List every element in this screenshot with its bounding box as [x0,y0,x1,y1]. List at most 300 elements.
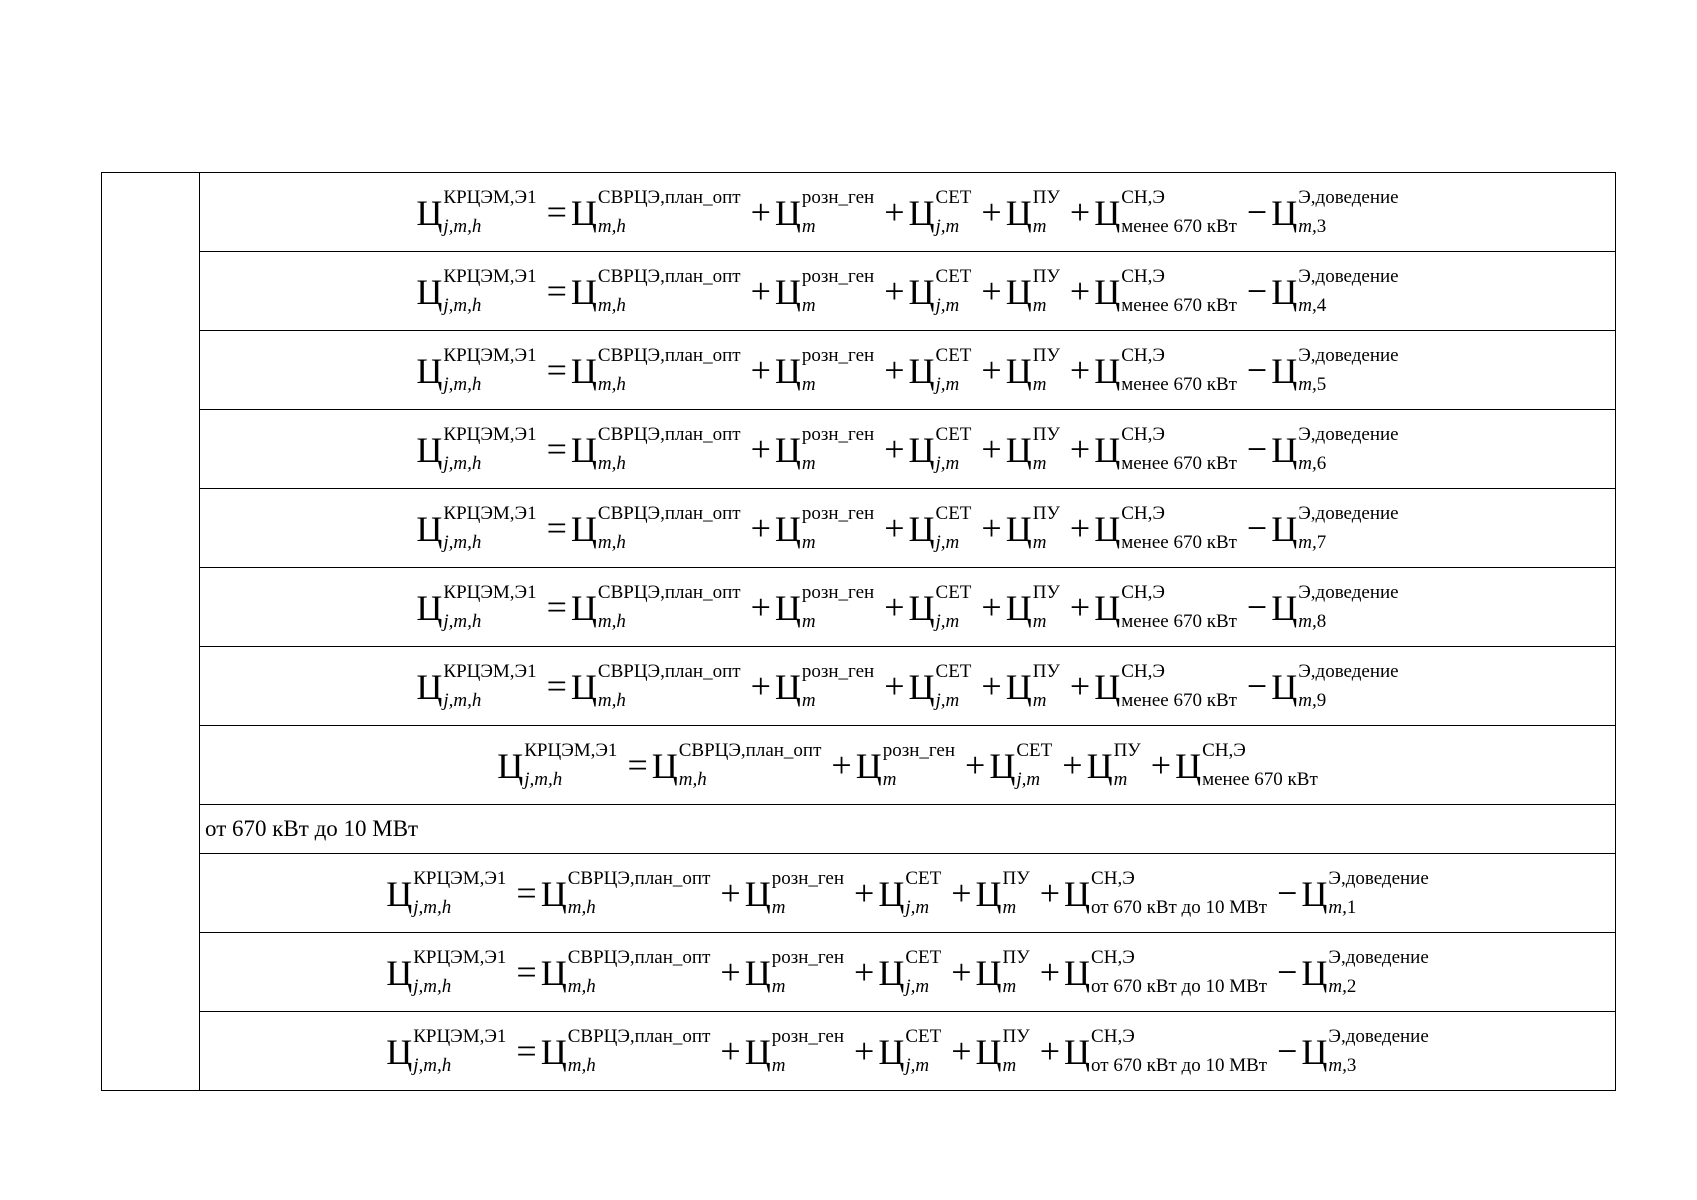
price-symbol: Ц [1005,508,1032,549]
term-krcem [386,946,507,997]
term-dovedenie [1271,265,1399,316]
superscript: Э,доведение [1328,946,1429,968]
subscript: от 670 кВт до 10 МВт [1091,975,1268,997]
term-pu [1005,502,1060,553]
superscript: СН,Э [1121,344,1165,366]
formula [416,186,1399,237]
superscript: СВРЦЭ,план_опт [597,581,741,603]
subscript-part: m, [1298,373,1317,395]
scripts [413,946,507,997]
plus-sign: + [1069,271,1091,312]
term-sn [1094,660,1237,711]
plus-sign: + [1069,429,1091,470]
scripts [1328,946,1429,997]
term-rozn-gen [774,502,875,553]
scripts [443,660,537,711]
scripts [413,867,507,918]
price-symbol: Ц [1094,587,1121,628]
superscript: СВРЦЭ,план_опт [567,1025,711,1047]
superscript: Э,доведение [1298,344,1399,366]
equals-sign: = [546,666,567,707]
minus-sign: − [1246,666,1268,707]
plus-sign: + [981,192,1002,233]
superscript: СН,Э [1121,502,1165,524]
price-symbol: Ц [908,587,935,628]
subscript: m [801,610,816,632]
term-set [878,946,942,997]
plus-sign: + [884,350,905,391]
superscript: СВРЦЭ,план_опт [597,660,741,682]
subscript: менее 670 кВт [1121,215,1237,237]
plus-sign: + [1150,745,1172,786]
superscript: СЕТ [905,867,942,889]
term-pu [1005,423,1060,474]
subscript: j,m [905,1054,930,1076]
table-row [102,489,1616,568]
superscript: розн_ген [882,739,956,761]
superscript: СЕТ [905,1025,942,1047]
subscript-part: 3 [1346,1054,1357,1076]
scripts [935,423,972,474]
subscript-part: 4 [1316,294,1327,316]
scripts [1298,502,1399,553]
term-pu [1005,581,1060,632]
subscript: m [801,689,816,711]
subscript [1328,977,1428,998]
price-symbol: Ц [878,873,905,914]
subscript: менее 670 кВт [1121,373,1237,395]
equals-sign: = [546,587,567,628]
formula [416,660,1399,711]
subscript: m,h [678,768,707,790]
term-svrce [570,265,741,316]
formula-cell [200,647,1616,726]
scripts [567,867,711,918]
term-svrce [651,739,822,790]
subscript: менее 670 кВт [1121,452,1237,474]
subscript: m [1032,452,1047,474]
scripts [1298,186,1399,237]
subscript-part: 1 [1346,896,1357,918]
price-symbol: Ц [1271,192,1298,233]
price-symbol: Ц [908,271,935,312]
subscript-part: 6 [1316,452,1327,474]
term-krcem [416,660,537,711]
scripts [935,344,972,395]
superscript: ПУ [1032,660,1060,682]
term-krcem [497,739,618,790]
plus-sign: + [1039,1031,1061,1072]
scripts [1121,344,1237,395]
scripts [1202,739,1318,790]
term-dovedenie [1271,502,1399,553]
scripts [1091,867,1268,918]
superscript: КРЦЭМ,Э1 [443,186,537,208]
plus-sign: + [884,192,905,233]
price-symbol: Ц [1005,666,1032,707]
subscript-part: m, [1298,215,1317,237]
superscript: ПУ [1113,739,1141,761]
scripts [597,265,741,316]
subscript: j,m,h [413,975,452,997]
minus-sign: − [1277,952,1298,993]
term-sn [1094,581,1237,632]
superscript: розн_ген [771,867,845,889]
subscript [1298,296,1398,317]
price-symbol: Ц [1175,745,1202,786]
term-svrce [570,660,741,711]
plus-sign: + [831,745,852,786]
plus-sign: + [951,1031,972,1072]
plus-sign: + [1069,587,1091,628]
price-symbol: Ц [1301,952,1328,993]
price-symbol: Ц [651,745,678,786]
plus-sign: + [1039,873,1061,914]
subscript: j,m,h [443,294,482,316]
price-symbol: Ц [878,1031,905,1072]
subscript: m [1032,689,1047,711]
formula-cell [200,173,1616,252]
subscript: m,h [567,1054,596,1076]
subscript: менее 670 кВт [1202,768,1318,790]
scripts [443,186,537,237]
equals-sign: = [516,873,537,914]
superscript: СЕТ [935,660,972,682]
subscript: m,h [597,215,626,237]
formula [416,502,1399,553]
scripts [1002,867,1030,918]
table-row [102,726,1616,805]
scripts [1298,344,1399,395]
plus-sign: + [884,508,905,549]
price-symbol: Ц [570,192,597,233]
scripts [524,739,618,790]
scripts [597,423,741,474]
subscript: m,h [597,294,626,316]
subscript: m,h [597,452,626,474]
plus-sign: + [750,350,771,391]
term-pu [1005,344,1060,395]
subscript: m [1032,531,1047,553]
superscript: ПУ [1002,946,1030,968]
minus-sign: − [1246,350,1268,391]
equals-sign: = [516,952,537,993]
plus-sign: + [750,429,771,470]
subscript [1298,454,1398,475]
plus-sign: + [951,873,972,914]
scripts [567,1025,711,1076]
scripts [771,867,845,918]
formula-cell [200,854,1616,933]
term-svrce [570,344,741,395]
price-symbol: Ц [1301,873,1328,914]
term-sn [1064,867,1268,918]
subscript: j,m [1016,768,1041,790]
subscript: m [1032,215,1047,237]
minus-sign: − [1246,587,1268,628]
formula-cell [200,331,1616,410]
price-symbol: Ц [497,745,524,786]
term-pu [975,1025,1030,1076]
subscript: j,m,h [443,452,482,474]
superscript: СЕТ [905,946,942,968]
subscript: m [1113,768,1128,790]
scripts [597,502,741,553]
scripts [1121,581,1237,632]
formula [416,344,1399,395]
superscript: ПУ [1032,423,1060,445]
subscript [1328,898,1428,919]
superscript: КРЦЭМ,Э1 [413,867,507,889]
scripts [882,739,956,790]
superscript: СВРЦЭ,план_опт [597,423,741,445]
subscript [1298,691,1398,712]
term-svrce [540,867,711,918]
term-dovedenie [1301,1025,1429,1076]
price-symbol: Ц [540,952,567,993]
superscript: ПУ [1032,344,1060,366]
price-symbol: Ц [1271,508,1298,549]
term-set [878,867,942,918]
subscript: m,h [597,689,626,711]
price-symbol: Ц [908,192,935,233]
scripts [1032,265,1060,316]
superscript: розн_ген [801,344,875,366]
subscript: m,h [597,610,626,632]
price-symbol: Ц [1271,271,1298,312]
subscript-part: m, [1298,452,1317,474]
table-row [102,854,1616,933]
subscript [1298,533,1398,554]
plus-sign: + [884,271,905,312]
subscript: j,m [935,215,960,237]
subscript: менее 670 кВт [1121,689,1237,711]
superscript: СЕТ [935,344,972,366]
plus-sign: + [981,429,1002,470]
term-sn [1064,1025,1268,1076]
superscript: Э,доведение [1328,867,1429,889]
superscript: СН,Э [1121,581,1165,603]
superscript: розн_ген [801,186,875,208]
term-set [908,265,972,316]
price-symbol: Ц [989,745,1016,786]
plus-sign: + [1062,745,1083,786]
formula [386,1025,1429,1076]
scripts [905,867,942,918]
superscript: Э,доведение [1298,423,1399,445]
scripts [1002,1025,1030,1076]
table-row [102,933,1616,1012]
subscript-part: m, [1298,689,1317,711]
formula [386,946,1429,997]
subscript: j,m [905,896,930,918]
superscript: розн_ген [801,502,875,524]
minus-sign: − [1246,508,1268,549]
scripts [1328,1025,1429,1076]
price-symbol: Ц [1271,429,1298,470]
subscript: m [771,896,786,918]
price-symbol: Ц [1005,587,1032,628]
superscript: СН,Э [1091,946,1135,968]
superscript: ПУ [1002,1025,1030,1047]
subscript: от 670 кВт до 10 МВт [1091,1054,1268,1076]
scripts [1091,946,1268,997]
superscript: КРЦЭМ,Э1 [413,1025,507,1047]
term-svrce [570,423,741,474]
subscript: m [1002,975,1017,997]
subscript-part: 8 [1316,610,1327,632]
price-symbol: Ц [908,666,935,707]
price-symbol: Ц [1005,271,1032,312]
plus-sign: + [750,271,771,312]
superscript: СН,Э [1121,660,1165,682]
superscript: КРЦЭМ,Э1 [524,739,618,761]
plus-sign: + [981,508,1002,549]
superscript: КРЦЭМ,Э1 [443,502,537,524]
scripts [1298,423,1399,474]
scripts [801,502,875,553]
subscript: менее 670 кВт [1121,531,1237,553]
price-symbol: Ц [975,1031,1002,1072]
plus-sign: + [981,666,1002,707]
minus-sign: − [1246,429,1268,470]
price-symbol: Ц [1271,587,1298,628]
subscript: j,m [935,531,960,553]
subscript-part: 3 [1316,215,1327,237]
subscript: m [771,975,786,997]
plus-sign: + [720,1031,741,1072]
equals-sign: = [546,350,567,391]
superscript: СЕТ [1016,739,1053,761]
term-sn [1094,423,1237,474]
superscript: ПУ [1032,581,1060,603]
superscript: Э,доведение [1298,660,1399,682]
price-symbol: Ц [774,192,801,233]
price-symbol: Ц [1271,350,1298,391]
superscript: КРЦЭМ,Э1 [443,423,537,445]
subscript: m [1002,896,1017,918]
term-set [908,423,972,474]
scripts [1328,867,1429,918]
subscript: j,m,h [524,768,563,790]
subscript: m,h [597,531,626,553]
subscript: m [882,768,897,790]
price-symbol: Ц [416,666,443,707]
plus-sign: + [854,873,875,914]
price-symbol: Ц [1094,192,1121,233]
scripts [413,1025,507,1076]
subscript-part: m, [1298,294,1317,316]
price-symbol: Ц [570,508,597,549]
formula [386,867,1429,918]
subscript: j,m [935,610,960,632]
scripts [935,186,972,237]
superscript: КРЦЭМ,Э1 [443,265,537,287]
superscript: ПУ [1032,186,1060,208]
subscript: j,m,h [443,610,482,632]
table-row [102,331,1616,410]
superscript: ПУ [1032,502,1060,524]
equals-sign: = [546,271,567,312]
price-symbol: Ц [1094,666,1121,707]
price-symbol: Ц [774,350,801,391]
subscript: j,m,h [443,531,482,553]
subscript: m [801,373,816,395]
price-symbol: Ц [1005,350,1032,391]
plus-sign: + [884,429,905,470]
term-rozn-gen [744,867,845,918]
plus-sign: + [965,745,986,786]
term-rozn-gen [774,660,875,711]
minus-sign: − [1277,1031,1298,1072]
subscript-part: m, [1328,896,1347,918]
term-sn [1064,946,1268,997]
left-column-cell [102,173,200,1091]
subscript: j,m,h [443,689,482,711]
price-symbol: Ц [1094,508,1121,549]
scripts [905,1025,942,1076]
formula-cell [200,489,1616,568]
term-set [908,186,972,237]
table-row [102,805,1616,854]
term-krcem [416,344,537,395]
price-symbol: Ц [416,350,443,391]
superscript: СЕТ [935,423,972,445]
subscript-part: 5 [1316,373,1327,395]
subscript-part: 9 [1316,689,1327,711]
subscript: m [1002,1054,1017,1076]
price-symbol: Ц [774,271,801,312]
subscript: m [1032,294,1047,316]
subscript: j,m,h [443,373,482,395]
formula-cell [200,410,1616,489]
superscript: КРЦЭМ,Э1 [443,344,537,366]
scripts [1016,739,1053,790]
scripts [567,946,711,997]
scripts [597,186,741,237]
formula [416,423,1399,474]
price-symbol: Ц [1301,1031,1328,1072]
scripts [1032,186,1060,237]
term-set [878,1025,942,1076]
superscript: СЕТ [935,502,972,524]
scripts [1091,1025,1268,1076]
price-symbol: Ц [1094,429,1121,470]
subscript: m [801,294,816,316]
subscript: j,m [935,373,960,395]
price-symbol: Ц [416,587,443,628]
scripts [1298,265,1399,316]
subscript: m [1032,610,1047,632]
scripts [1032,502,1060,553]
superscript: СВРЦЭ,план_опт [567,946,711,968]
superscript: розн_ген [801,660,875,682]
subscript-part: m, [1298,610,1317,632]
price-symbol: Ц [744,952,771,993]
scripts [801,186,875,237]
term-set [908,344,972,395]
term-krcem [386,1025,507,1076]
term-set [908,581,972,632]
scripts [1298,581,1399,632]
superscript: СВРЦЭ,план_опт [597,265,741,287]
superscript: КРЦЭМ,Э1 [443,660,537,682]
table-row [102,647,1616,726]
term-svrce [540,1025,711,1076]
term-krcem [386,867,507,918]
scripts [935,660,972,711]
superscript: СН,Э [1091,867,1135,889]
